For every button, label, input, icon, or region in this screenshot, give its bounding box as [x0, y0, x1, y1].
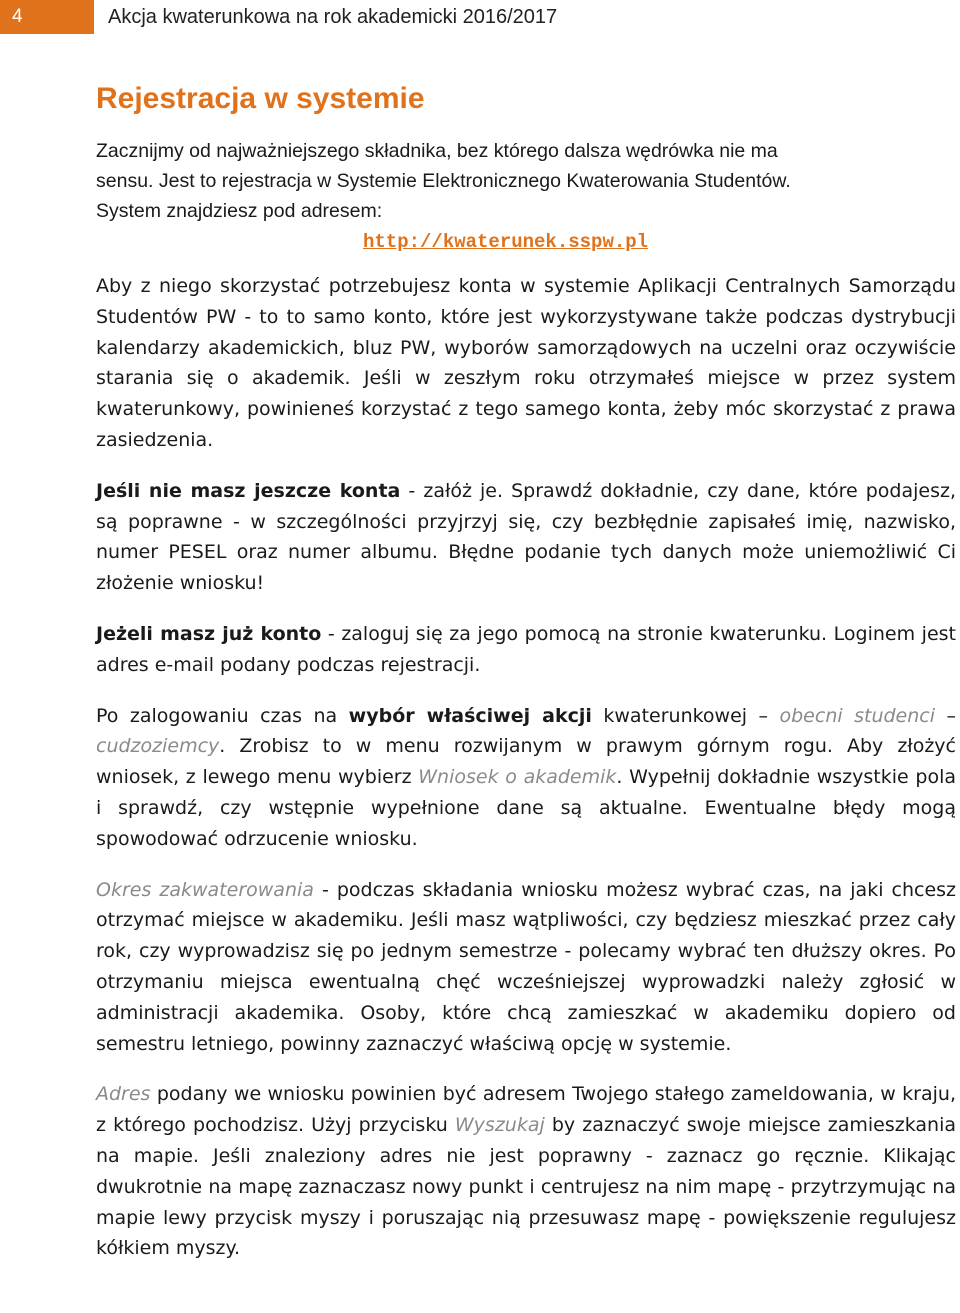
action-text: kwaterunkowej – [591, 704, 780, 727]
no-account-heading: Jeśli nie masz jeszcze konta [96, 479, 401, 502]
intro-paragraph [96, 136, 956, 257]
document-body [96, 80, 956, 1284]
address-text: by zaznaczyć swoje miejsce zamieszkania na mapie. Jeśli znaleziony adres nie jest poprawny - zaznacz go ręcznie. Klikając dwukrotnie na mapę zaznaczasz nowy punkt i centrujesz na nim mapę - przytrzymując na mapie lewy przycisk myszy i poruszając nią przesuwasz mapę - powiększenie regulujesz kółkiem myszy. [96, 1114, 956, 1260]
action-text: – [935, 704, 956, 727]
intro-line: sensu. Jest to rejestracja w Systemie Elektronicznego Kwaterowania Studentów. [96, 170, 791, 192]
foreigners-link[interactable]: cudzoziemcy [96, 735, 220, 758]
address-text: podany we wniosku powinien być adresem Twojego stałego zameldowania, w kraju, z którego pochodzisz. Użyj przycisku [96, 1083, 956, 1137]
action-text: . Wypełnij dokładnie wszystkie pola i sprawdź, czy wstępnie wypełnione dane są aktualne. Ewentualne błędy mogą spowodować odrzucenie wniosku. [96, 766, 956, 850]
url-line [96, 226, 956, 257]
page-number: 4 [0, 0, 94, 34]
application-menu-link[interactable]: Wniosek o akademik [418, 766, 617, 789]
has-account-heading: Jeżeli masz już konto [96, 622, 322, 645]
section-title: Rejestracja w systemie [96, 82, 425, 115]
header-title: Akcja kwaterunkowa na rok akademicki 2016/2017 [108, 6, 558, 28]
account-paragraph: Aby z niego skorzystać potrzebujesz konta w systemie Aplikacji Centralnych Samorządu Studentów PW - to to samo konto, które jest wykorzystywane także podczas dystrybucji kalendarzy akademickich, bluz PW, wyborów samorządowych na uczelni oraz oczywiście starania się o akademik. Jeśli w zeszłym roku otrzymałeś miejsce w przez system kwaterunkowy, powinieneś korzystać z tego samego konta, żeby móc skorzystać z prawa zasiedzenia. [96, 275, 956, 451]
action-text: . Zrobisz to w menu rozwijanym w prawym górnym rogu. Aby złożyć wniosek, z lewego menu wybierz [96, 735, 956, 789]
no-account-text: - załóż je. Sprawdź dokładnie, czy dane, które podajesz, są poprawne - w szczególności przyjrzyj się, czy bezbłędnie zapisałeś imię, nazwisko, numer PESEL oraz numer albumu. Błędne podanie tych danych może uniemożliwić Ci złożenie wniosku! [96, 479, 956, 595]
no-account-paragraph [96, 476, 956, 599]
address-field-label: Adres [96, 1083, 151, 1106]
period-paragraph [96, 875, 956, 1060]
system-url-link[interactable]: http://kwaterunek.sspw.pl [363, 231, 649, 253]
page-header [0, 0, 960, 34]
action-paragraph [96, 701, 956, 855]
action-text: Po zalogowaniu czas na [96, 704, 349, 727]
action-bold: wybór właściwej akcji [348, 704, 592, 727]
intro-line: System znajdziesz pod adresem: [96, 200, 383, 222]
has-account-paragraph [96, 619, 956, 681]
current-students-link[interactable]: obecni studenci [779, 704, 936, 727]
period-field-label: Okres zakwaterowania [96, 878, 314, 901]
period-text: - podczas składania wniosku możesz wybrać czas, na jaki chcesz otrzymać miejsce w akademiku. Jeśli masz wątpliwości, czy będziesz mieszkać przez cały rok, czy wyprowadzisz się po jednym semestrze - polecamy wybrać ten dłuższy okres. Po otrzymaniu miejsca ewentualną chęć wcześniejszej wyprowadzki należy zgłosić w administracji akademika. Osoby, które chcą zamieszkać w akademiku dopiero od semestru letniego, powinny zaznaczyć właściwą opcję w systemie. [96, 878, 957, 1055]
address-paragraph [96, 1079, 956, 1264]
search-button-name: Wyszukaj [454, 1114, 545, 1137]
has-account-text: - zaloguj się za jego pomocą na stronie kwaterunku. Loginem jest adres e-mail podany podczas rejestracji. [96, 622, 956, 676]
intro-line: Zacznijmy od najważniejszego składnika, bez którego dalsza wędrówka nie ma [96, 140, 778, 162]
